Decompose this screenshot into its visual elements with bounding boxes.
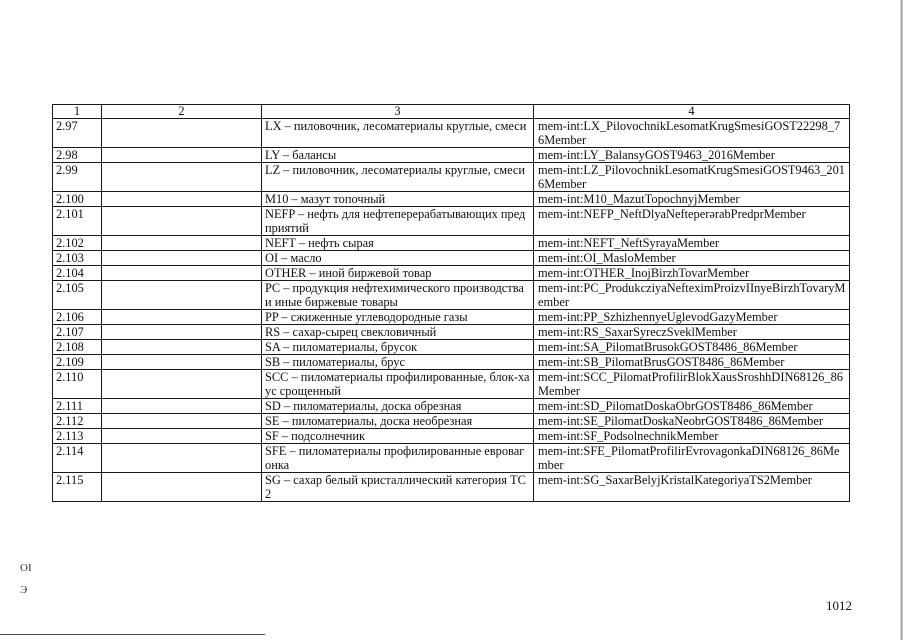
- row-col2-cell: [102, 148, 262, 163]
- row-code-cell: mem-int:SE_PilomatDoskaNeobrGOST8486_86Member: [534, 414, 850, 429]
- row-code-cell: mem-int:SCC_PilomatProfilirBlokXausSroshhDIN68126_86Member: [534, 370, 850, 399]
- row-description-cell: NEFP – нефть для нефтеперерабатывающих предприятий: [262, 207, 534, 236]
- row-number-cell: 2.114: [53, 444, 102, 473]
- table-row: [53, 414, 850, 429]
- row-col2-cell: [102, 444, 262, 473]
- row-code-cell: mem-int:NEFT_NeftSyrayaMember: [534, 236, 850, 251]
- row-description-cell: LZ – пиловочник, лесоматериалы круглые, смеси: [262, 163, 534, 192]
- row-col2-cell: [102, 370, 262, 399]
- row-number-cell: 2.115: [53, 473, 102, 502]
- row-description-cell: NEFT – нефть сырая: [262, 236, 534, 251]
- row-description-cell: SFE – пиломатериалы профилированные евровагонка: [262, 444, 534, 473]
- row-number-cell: 2.99: [53, 163, 102, 192]
- table-row: [53, 251, 850, 266]
- row-description-cell: LY – балансы: [262, 148, 534, 163]
- table-row: [53, 355, 850, 370]
- row-number-cell: 2.108: [53, 340, 102, 355]
- table-row: [53, 192, 850, 207]
- row-code-cell: mem-int:SFE_PilomatProfilirEvrovagonkaDIN68126_86Member: [534, 444, 850, 473]
- row-number-cell: 2.105: [53, 281, 102, 310]
- row-code-cell: mem-int:M10_MazutTopochnyjMember: [534, 192, 850, 207]
- row-number-cell: 2.100: [53, 192, 102, 207]
- row-col2-cell: [102, 281, 262, 310]
- row-code-cell: mem-int:PP_SzhizhennyeUglevodGazyMember: [534, 310, 850, 325]
- row-description-cell: SF – подсолнечник: [262, 429, 534, 444]
- row-col2-cell: [102, 340, 262, 355]
- header-col-1: 1: [53, 105, 102, 119]
- row-code-cell: mem-int:LZ_PilovochnikLesomatKrugSmesiGOST9463_2016Member: [534, 163, 850, 192]
- table-header-row: [53, 105, 850, 119]
- table-row: [53, 399, 850, 414]
- table-body: [53, 119, 850, 502]
- header-col-4: 4: [534, 105, 850, 119]
- row-code-cell: mem-int:OTHER_InojBirzhTovarMember: [534, 266, 850, 281]
- row-code-cell: mem-int:NEFP_NeftDlyaNefteperərabPredprMember: [534, 207, 850, 236]
- document-table: [52, 104, 850, 502]
- table-row: [53, 148, 850, 163]
- row-number-cell: 2.97: [53, 119, 102, 148]
- row-code-cell: mem-int:SB_PilomatBrusGOST8486_86Member: [534, 355, 850, 370]
- margin-mark: ОІ: [20, 562, 32, 574]
- row-description-cell: SG – сахар белый кристаллический категория ТС2: [262, 473, 534, 502]
- margin-mark: Э: [20, 584, 28, 596]
- row-number-cell: 2.111: [53, 399, 102, 414]
- row-description-cell: SD – пиломатериалы, доска обрезная: [262, 399, 534, 414]
- row-number-cell: 2.103: [53, 251, 102, 266]
- table-row: [53, 207, 850, 236]
- row-col2-cell: [102, 414, 262, 429]
- row-col2-cell: [102, 355, 262, 370]
- table-row: [53, 370, 850, 399]
- row-description-cell: LX – пиловочник, лесоматериалы круглые, смеси: [262, 119, 534, 148]
- table-row: [53, 444, 850, 473]
- row-description-cell: M10 – мазут топочный: [262, 192, 534, 207]
- row-col2-cell: [102, 325, 262, 340]
- table-row: [53, 119, 850, 148]
- row-col2-cell: [102, 163, 262, 192]
- row-description-cell: SE – пиломатериалы, доска необрезная: [262, 414, 534, 429]
- row-code-cell: mem-int:RS_SaxarSyreczSveklMember: [534, 325, 850, 340]
- row-code-cell: mem-int:LY_BalansyGOST9463_2016Member: [534, 148, 850, 163]
- row-col2-cell: [102, 399, 262, 414]
- row-col2-cell: [102, 310, 262, 325]
- row-code-cell: mem-int:OI_MasloMember: [534, 251, 850, 266]
- row-number-cell: 2.98: [53, 148, 102, 163]
- row-code-cell: mem-int:LX_PilovochnikLesomatKrugSmesiGOST22298_76Member: [534, 119, 850, 148]
- row-description-cell: SA – пиломатериалы, брусок: [262, 340, 534, 355]
- header-col-2: 2: [102, 105, 262, 119]
- row-code-cell: mem-int:SA_PilomatBrusokGOST8486_86Member: [534, 340, 850, 355]
- row-col2-cell: [102, 251, 262, 266]
- row-number-cell: 2.106: [53, 310, 102, 325]
- table-row: [53, 310, 850, 325]
- table-row: [53, 281, 850, 310]
- table-row: [53, 236, 850, 251]
- table-row: [53, 163, 850, 192]
- row-description-cell: PP – сжиженные углеводородные газы: [262, 310, 534, 325]
- table-row: [53, 325, 850, 340]
- row-description-cell: RS – сахар-сырец свекловичный: [262, 325, 534, 340]
- row-code-cell: mem-int:SD_PilomatDoskaObrGOST8486_86Member: [534, 399, 850, 414]
- row-number-cell: 2.113: [53, 429, 102, 444]
- row-number-cell: 2.102: [53, 236, 102, 251]
- row-number-cell: 2.110: [53, 370, 102, 399]
- row-code-cell: mem-int:SG_SaxarBelyjKristalKategoriyaTS2Member: [534, 473, 850, 502]
- page-number: 1012: [826, 598, 852, 613]
- table-row: [53, 473, 850, 502]
- row-number-cell: 2.112: [53, 414, 102, 429]
- row-col2-cell: [102, 207, 262, 236]
- row-description-cell: SB – пиломатериалы, брус: [262, 355, 534, 370]
- row-description-cell: OI – масло: [262, 251, 534, 266]
- row-number-cell: 2.109: [53, 355, 102, 370]
- table-row: [53, 340, 850, 355]
- footer-rule: [0, 634, 265, 635]
- row-number-cell: 2.104: [53, 266, 102, 281]
- header-col-3: 3: [262, 105, 534, 119]
- row-description-cell: PC – продукция нефтехимического производства и иные биржевые товары: [262, 281, 534, 310]
- row-number-cell: 2.101: [53, 207, 102, 236]
- page-edge-shadow: [900, 0, 903, 640]
- row-description-cell: OTHER – иной биржевой товар: [262, 266, 534, 281]
- row-col2-cell: [102, 429, 262, 444]
- row-code-cell: mem-int:PC_ProdukcziyaNefteximProizvIInyeBirzhTovaryMember: [534, 281, 850, 310]
- row-code-cell: mem-int:SF_PodsolnechnikMember: [534, 429, 850, 444]
- row-col2-cell: [102, 266, 262, 281]
- row-col2-cell: [102, 119, 262, 148]
- row-number-cell: 2.107: [53, 325, 102, 340]
- row-col2-cell: [102, 192, 262, 207]
- row-description-cell: SCC – пиломатериалы профилированные, блок-хаус срощенный: [262, 370, 534, 399]
- table-row: [53, 429, 850, 444]
- table-row: [53, 266, 850, 281]
- row-col2-cell: [102, 236, 262, 251]
- row-col2-cell: [102, 473, 262, 502]
